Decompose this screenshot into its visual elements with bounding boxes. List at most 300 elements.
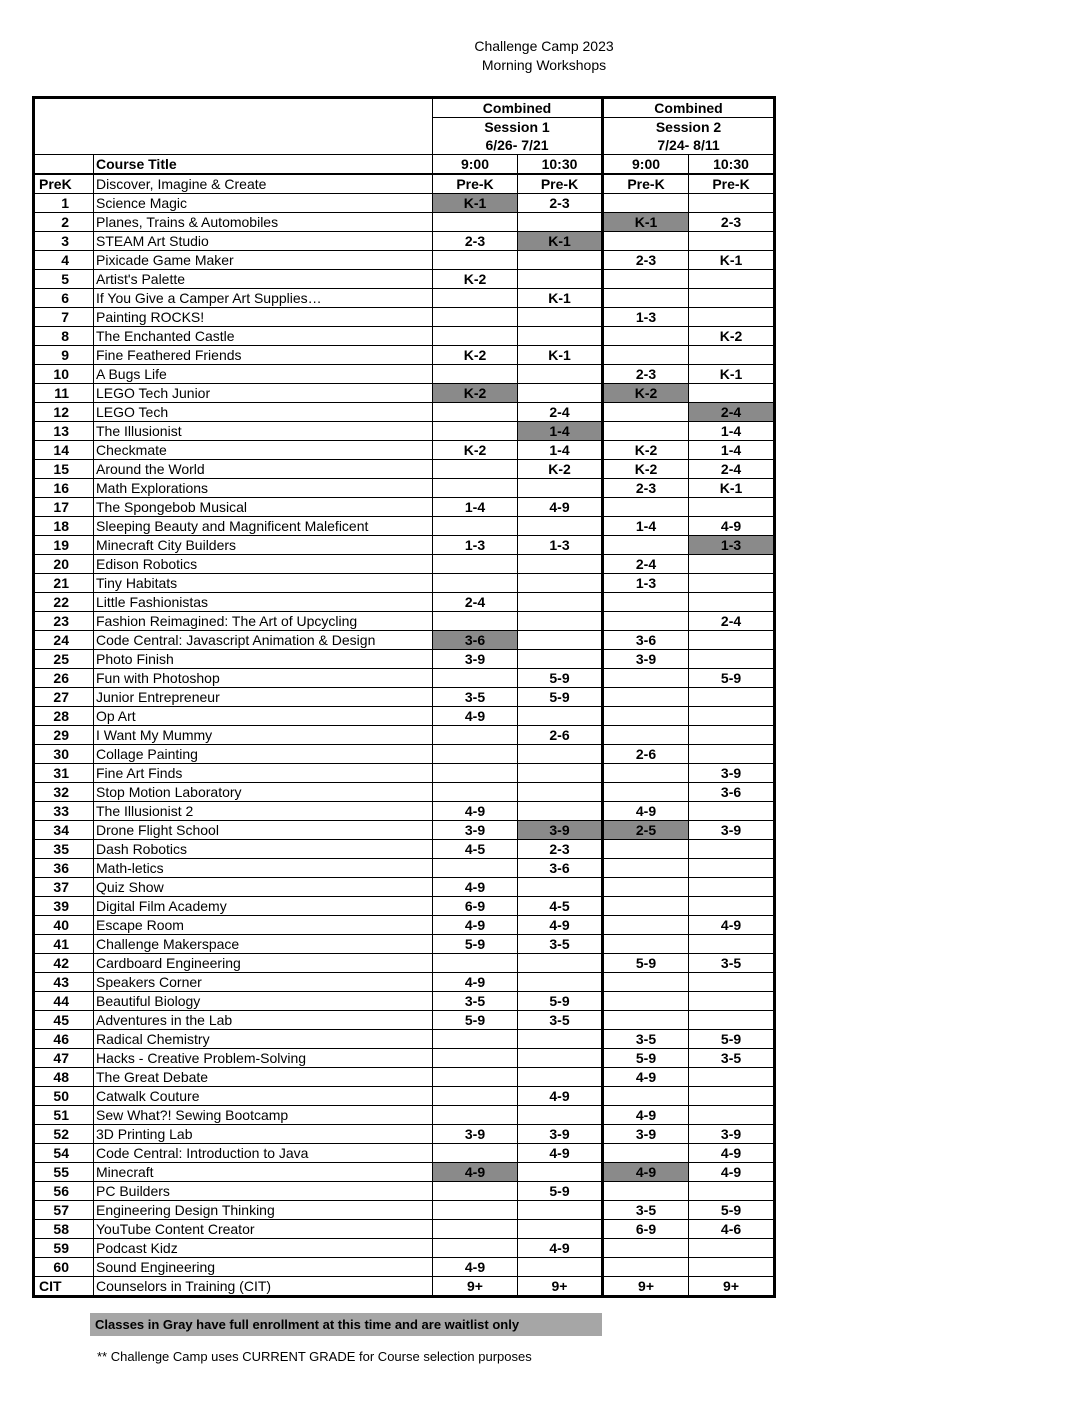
course-title: The Great Debate: [94, 1068, 433, 1087]
grade-cell: 3-5: [433, 992, 518, 1011]
grade-cell: K-1: [603, 213, 689, 232]
course-title: YouTube Content Creator: [94, 1220, 433, 1239]
course-title: The Illusionist: [94, 422, 433, 441]
grade-cell: [518, 802, 603, 821]
grade-cell: [603, 1087, 689, 1106]
grade-cell: [518, 213, 603, 232]
table-row: [34, 992, 775, 1011]
grade-cell: [433, 783, 518, 802]
course-number: 21: [34, 574, 94, 593]
grade-cell: 4-9: [518, 1087, 603, 1106]
time-header: 10:30: [689, 155, 775, 175]
grade-cell: [433, 1030, 518, 1049]
grade-cell: 3-5: [603, 1201, 689, 1220]
grade-cell: [518, 308, 603, 327]
course-title: Checkmate: [94, 441, 433, 460]
course-title: Digital Film Academy: [94, 897, 433, 916]
table-row: [34, 365, 775, 384]
grade-cell: [689, 498, 775, 517]
grade-cell: 3-9: [433, 821, 518, 840]
course-title: Speakers Corner: [94, 973, 433, 992]
grade-cell: [689, 992, 775, 1011]
course-title: Science Magic: [94, 194, 433, 213]
course-title: Adventures in the Lab: [94, 1011, 433, 1030]
grade-cell: [518, 555, 603, 574]
course-title-header: Course Title: [94, 155, 433, 175]
grade-cell: 1-3: [433, 536, 518, 555]
grade-cell: 3-5: [689, 1049, 775, 1068]
grade-cell: [518, 1220, 603, 1239]
course-title: The Spongebob Musical: [94, 498, 433, 517]
table-row: [34, 384, 775, 403]
grade-cell: [689, 346, 775, 365]
table-row: [34, 916, 775, 935]
grade-cell: 4-9: [603, 1163, 689, 1182]
grade-cell: [518, 878, 603, 897]
course-number: 59: [34, 1239, 94, 1258]
course-title: Counselors in Training (CIT): [94, 1277, 433, 1297]
grade-cell: [518, 1163, 603, 1182]
course-title: Escape Room: [94, 916, 433, 935]
grade-cell: [689, 289, 775, 308]
course-number: 27: [34, 688, 94, 707]
course-number: 32: [34, 783, 94, 802]
grade-cell: [689, 555, 775, 574]
course-number: 36: [34, 859, 94, 878]
grade-cell: [433, 403, 518, 422]
course-title: The Enchanted Castle: [94, 327, 433, 346]
header-blank: [34, 98, 433, 155]
table-row: [34, 878, 775, 897]
grade-cell: K-2: [433, 384, 518, 403]
table-row: [34, 346, 775, 365]
course-title: Collage Painting: [94, 745, 433, 764]
course-number: 23: [34, 612, 94, 631]
grade-cell: 1-4: [603, 517, 689, 536]
table-row: [34, 213, 775, 232]
grade-cell: [603, 612, 689, 631]
grade-cell: 3-9: [689, 821, 775, 840]
grade-cell: [433, 213, 518, 232]
course-number: 54: [34, 1144, 94, 1163]
table-row: [34, 802, 775, 821]
grade-cell: [603, 783, 689, 802]
table-row: [34, 1239, 775, 1258]
grade-cell: K-2: [518, 460, 603, 479]
course-number: 7: [34, 308, 94, 327]
grade-cell: [433, 1182, 518, 1201]
grade-cell: K-1: [433, 194, 518, 213]
course-title: Fashion Reimagined: The Art of Upcycling: [94, 612, 433, 631]
grade-cell: 2-3: [518, 194, 603, 213]
course-title: Fun with Photoshop: [94, 669, 433, 688]
session2-label: Session 2: [603, 118, 775, 137]
grade-cell: 3-9: [689, 764, 775, 783]
grade-cell: 5-9: [689, 1201, 775, 1220]
grade-cell: 5-9: [518, 688, 603, 707]
course-title: Discover, Imagine & Create: [94, 174, 433, 194]
course-title: LEGO Tech: [94, 403, 433, 422]
grade-cell: [603, 992, 689, 1011]
grade-cell: 4-9: [433, 878, 518, 897]
course-title: STEAM Art Studio: [94, 232, 433, 251]
course-number: 45: [34, 1011, 94, 1030]
table-row: [34, 232, 775, 251]
table-row: [34, 460, 775, 479]
grade-cell: [689, 1106, 775, 1125]
course-title: Photo Finish: [94, 650, 433, 669]
page-title: Challenge Camp 2023: [474, 38, 614, 54]
grade-cell: 4-9: [689, 1144, 775, 1163]
grade-cell: [689, 688, 775, 707]
course-number: 47: [34, 1049, 94, 1068]
grade-cell: 1-4: [518, 422, 603, 441]
grade-cell: [433, 1087, 518, 1106]
grade-cell: 3-9: [603, 1125, 689, 1144]
grade-cell: 1-3: [689, 536, 775, 555]
grade-cell: K-1: [689, 365, 775, 384]
grade-cell: [689, 1182, 775, 1201]
course-number: 41: [34, 935, 94, 954]
course-number: 15: [34, 460, 94, 479]
course-number: 16: [34, 479, 94, 498]
course-title: Hacks - Creative Problem-Solving: [94, 1049, 433, 1068]
table-row: [34, 1087, 775, 1106]
table-row: [34, 1049, 775, 1068]
grade-cell: K-1: [689, 251, 775, 270]
table-row: [34, 498, 775, 517]
course-number: 56: [34, 1182, 94, 1201]
table-row: [34, 726, 775, 745]
table-row: [34, 308, 775, 327]
grade-cell: 2-6: [518, 726, 603, 745]
grade-cell: [689, 650, 775, 669]
grade-cell: [433, 669, 518, 688]
session2-combined: Combined: [603, 98, 775, 118]
gray-legend: Classes in Gray have full enrollment at this time and are waitlist only: [90, 1313, 602, 1336]
grade-cell: [689, 1258, 775, 1277]
grade-cell: 2-4: [689, 403, 775, 422]
grade-cell: [603, 688, 689, 707]
grade-cell: [603, 1239, 689, 1258]
grade-cell: [689, 1239, 775, 1258]
grade-cell: [603, 726, 689, 745]
grade-cell: [433, 327, 518, 346]
grade-cell: K-1: [518, 346, 603, 365]
course-title: Minecraft City Builders: [94, 536, 433, 555]
course-number: 48: [34, 1068, 94, 1087]
grade-cell: 3-5: [518, 1011, 603, 1030]
grade-cell: K-2: [603, 384, 689, 403]
grade-cell: 2-4: [433, 593, 518, 612]
grade-cell: [518, 384, 603, 403]
course-number: 58: [34, 1220, 94, 1239]
grade-cell: [689, 802, 775, 821]
grade-cell: [689, 840, 775, 859]
grade-cell: [433, 365, 518, 384]
grade-cell: [603, 935, 689, 954]
table-row: [34, 194, 775, 213]
grade-cell: [603, 1182, 689, 1201]
course-number: 6: [34, 289, 94, 308]
table-row: [34, 422, 775, 441]
grade-cell: 4-9: [433, 916, 518, 935]
grade-cell: [689, 232, 775, 251]
course-title: Planes, Trains & Automobiles: [94, 213, 433, 232]
grade-cell: 2-3: [433, 232, 518, 251]
course-title: Artist's Palette: [94, 270, 433, 289]
table-row: [34, 688, 775, 707]
course-number: 1: [34, 194, 94, 213]
course-number: 9: [34, 346, 94, 365]
grade-cell: 2-3: [603, 365, 689, 384]
table-row: [34, 1144, 775, 1163]
course-number: CIT: [34, 1277, 94, 1297]
grade-cell: [603, 403, 689, 422]
course-number: 20: [34, 555, 94, 574]
grade-cell: [603, 593, 689, 612]
table-row: [34, 479, 775, 498]
session1-label: Session 1: [433, 118, 603, 137]
grade-cell: [433, 764, 518, 783]
table-row: [34, 764, 775, 783]
grade-cell: [433, 460, 518, 479]
course-number: 30: [34, 745, 94, 764]
course-title: Podcast Kidz: [94, 1239, 433, 1258]
course-number: 19: [34, 536, 94, 555]
grade-cell: [518, 745, 603, 764]
grade-cell: 2-5: [603, 821, 689, 840]
grade-cell: K-1: [518, 232, 603, 251]
table-row: [34, 840, 775, 859]
grade-cell: K-2: [433, 270, 518, 289]
grade-cell: [433, 517, 518, 536]
course-title: Stop Motion Laboratory: [94, 783, 433, 802]
course-title: Op Art: [94, 707, 433, 726]
course-title: Drone Flight School: [94, 821, 433, 840]
grade-cell: [603, 232, 689, 251]
grade-cell: 9+: [603, 1277, 689, 1297]
grade-cell: [689, 384, 775, 403]
grade-cell: 4-9: [518, 916, 603, 935]
course-number: PreK: [34, 174, 94, 194]
grade-cell: [433, 422, 518, 441]
course-title: Dash Robotics: [94, 840, 433, 859]
grade-cell: 3-5: [433, 688, 518, 707]
course-title: Painting ROCKS!: [94, 308, 433, 327]
course-number: 2: [34, 213, 94, 232]
grade-cell: [518, 270, 603, 289]
course-title: Catwalk Couture: [94, 1087, 433, 1106]
grade-cell: [689, 859, 775, 878]
grade-cell: [518, 1049, 603, 1068]
grade-cell: [603, 194, 689, 213]
grade-cell: [689, 1087, 775, 1106]
table-row: [34, 270, 775, 289]
grade-cell: Pre-K: [689, 174, 775, 194]
course-number: 29: [34, 726, 94, 745]
course-number: 18: [34, 517, 94, 536]
grade-cell: [518, 1258, 603, 1277]
table-row: [34, 650, 775, 669]
course-number: 40: [34, 916, 94, 935]
course-title: Radical Chemistry: [94, 1030, 433, 1049]
grade-cell: 4-9: [433, 802, 518, 821]
course-number: 55: [34, 1163, 94, 1182]
grade-cell: [603, 1258, 689, 1277]
table-row: [34, 745, 775, 764]
grade-cell: K-1: [689, 479, 775, 498]
grade-cell: Pre-K: [433, 174, 518, 194]
grade-cell: [433, 954, 518, 973]
table-row: [34, 1277, 775, 1297]
grade-cell: [518, 574, 603, 593]
grade-cell: [433, 1201, 518, 1220]
grade-cell: 9+: [433, 1277, 518, 1297]
course-title: If You Give a Camper Art Supplies…: [94, 289, 433, 308]
grade-cell: 4-9: [433, 707, 518, 726]
grade-cell: 9+: [518, 1277, 603, 1297]
grade-cell: 4-6: [689, 1220, 775, 1239]
course-title: Cardboard Engineering: [94, 954, 433, 973]
table-row: [34, 403, 775, 422]
course-number: 17: [34, 498, 94, 517]
table-row: [34, 954, 775, 973]
course-title: Around the World: [94, 460, 433, 479]
grade-cell: [689, 1011, 775, 1030]
grade-cell: 4-9: [518, 1239, 603, 1258]
course-title: Junior Entrepreneur: [94, 688, 433, 707]
course-number: 5: [34, 270, 94, 289]
grade-cell: [433, 1220, 518, 1239]
course-number: 39: [34, 897, 94, 916]
grade-cell: [689, 308, 775, 327]
grade-cell: 5-9: [603, 954, 689, 973]
table-row: [34, 555, 775, 574]
grade-cell: [689, 1068, 775, 1087]
course-number: 35: [34, 840, 94, 859]
course-number: 42: [34, 954, 94, 973]
grade-cell: [433, 745, 518, 764]
grade-cell: [433, 574, 518, 593]
footnote: ** Challenge Camp uses CURRENT GRADE for Course selection purposes: [97, 1349, 532, 1364]
grade-cell: [603, 878, 689, 897]
course-number: 60: [34, 1258, 94, 1277]
grade-cell: [518, 631, 603, 650]
grade-cell: K-2: [603, 460, 689, 479]
grade-cell: 3-9: [433, 1125, 518, 1144]
grade-cell: [433, 479, 518, 498]
grade-cell: 4-9: [433, 1163, 518, 1182]
grade-cell: [603, 327, 689, 346]
grade-cell: [689, 973, 775, 992]
course-title: LEGO Tech Junior: [94, 384, 433, 403]
grade-cell: 4-9: [603, 1106, 689, 1125]
grade-cell: [518, 365, 603, 384]
grade-cell: 5-9: [518, 669, 603, 688]
course-title: Fine Art Finds: [94, 764, 433, 783]
table-row: [34, 251, 775, 270]
grade-cell: [689, 897, 775, 916]
table-row: [34, 935, 775, 954]
grade-cell: 4-9: [689, 517, 775, 536]
grade-cell: [433, 1239, 518, 1258]
table-row: [34, 631, 775, 650]
grade-cell: [518, 327, 603, 346]
grade-cell: 6-9: [603, 1220, 689, 1239]
table-row: [34, 1201, 775, 1220]
table-row: [34, 1011, 775, 1030]
grade-cell: 3-6: [518, 859, 603, 878]
table-row: [34, 973, 775, 992]
course-number: 26: [34, 669, 94, 688]
page-subtitle: Morning Workshops: [481, 57, 607, 73]
grade-cell: 2-6: [603, 745, 689, 764]
grade-cell: [689, 878, 775, 897]
course-number: 37: [34, 878, 94, 897]
course-title: 3D Printing Lab: [94, 1125, 433, 1144]
course-title: Sew What?! Sewing Bootcamp: [94, 1106, 433, 1125]
grade-cell: 1-3: [603, 308, 689, 327]
course-number: 3: [34, 232, 94, 251]
course-number: 8: [34, 327, 94, 346]
grade-cell: [603, 536, 689, 555]
grade-cell: 5-9: [518, 1182, 603, 1201]
grade-cell: [518, 612, 603, 631]
course-number: 4: [34, 251, 94, 270]
schedule-table: [32, 96, 776, 1298]
grade-cell: 4-9: [433, 1258, 518, 1277]
table-row: [34, 327, 775, 346]
table-row: [34, 859, 775, 878]
session2-dates: 7/24- 8/11: [603, 136, 775, 155]
course-title: A Bugs Life: [94, 365, 433, 384]
grade-cell: [518, 251, 603, 270]
grade-cell: [518, 764, 603, 783]
table-row: [34, 612, 775, 631]
grade-cell: 4-9: [518, 1144, 603, 1163]
table-row: [34, 669, 775, 688]
course-number: 31: [34, 764, 94, 783]
grade-cell: [603, 916, 689, 935]
grade-cell: [518, 707, 603, 726]
course-number: 50: [34, 1087, 94, 1106]
grade-cell: 3-6: [603, 631, 689, 650]
grade-cell: [518, 1106, 603, 1125]
grade-cell: 3-9: [518, 1125, 603, 1144]
course-title: Pixicade Game Maker: [94, 251, 433, 270]
grade-cell: 4-9: [603, 802, 689, 821]
course-number: 14: [34, 441, 94, 460]
course-title: Sound Engineering: [94, 1258, 433, 1277]
grade-cell: [603, 1144, 689, 1163]
course-title: Math-letics: [94, 859, 433, 878]
grade-cell: [518, 517, 603, 536]
grade-cell: [603, 669, 689, 688]
grade-cell: [433, 555, 518, 574]
grade-cell: [433, 289, 518, 308]
course-number: 52: [34, 1125, 94, 1144]
table-row: [34, 574, 775, 593]
grade-cell: Pre-K: [518, 174, 603, 194]
table-row: [34, 441, 775, 460]
course-number: 28: [34, 707, 94, 726]
grade-cell: [689, 593, 775, 612]
grade-cell: 1-4: [689, 422, 775, 441]
grade-cell: 1-3: [518, 536, 603, 555]
grade-cell: [689, 194, 775, 213]
grade-cell: 2-4: [689, 612, 775, 631]
